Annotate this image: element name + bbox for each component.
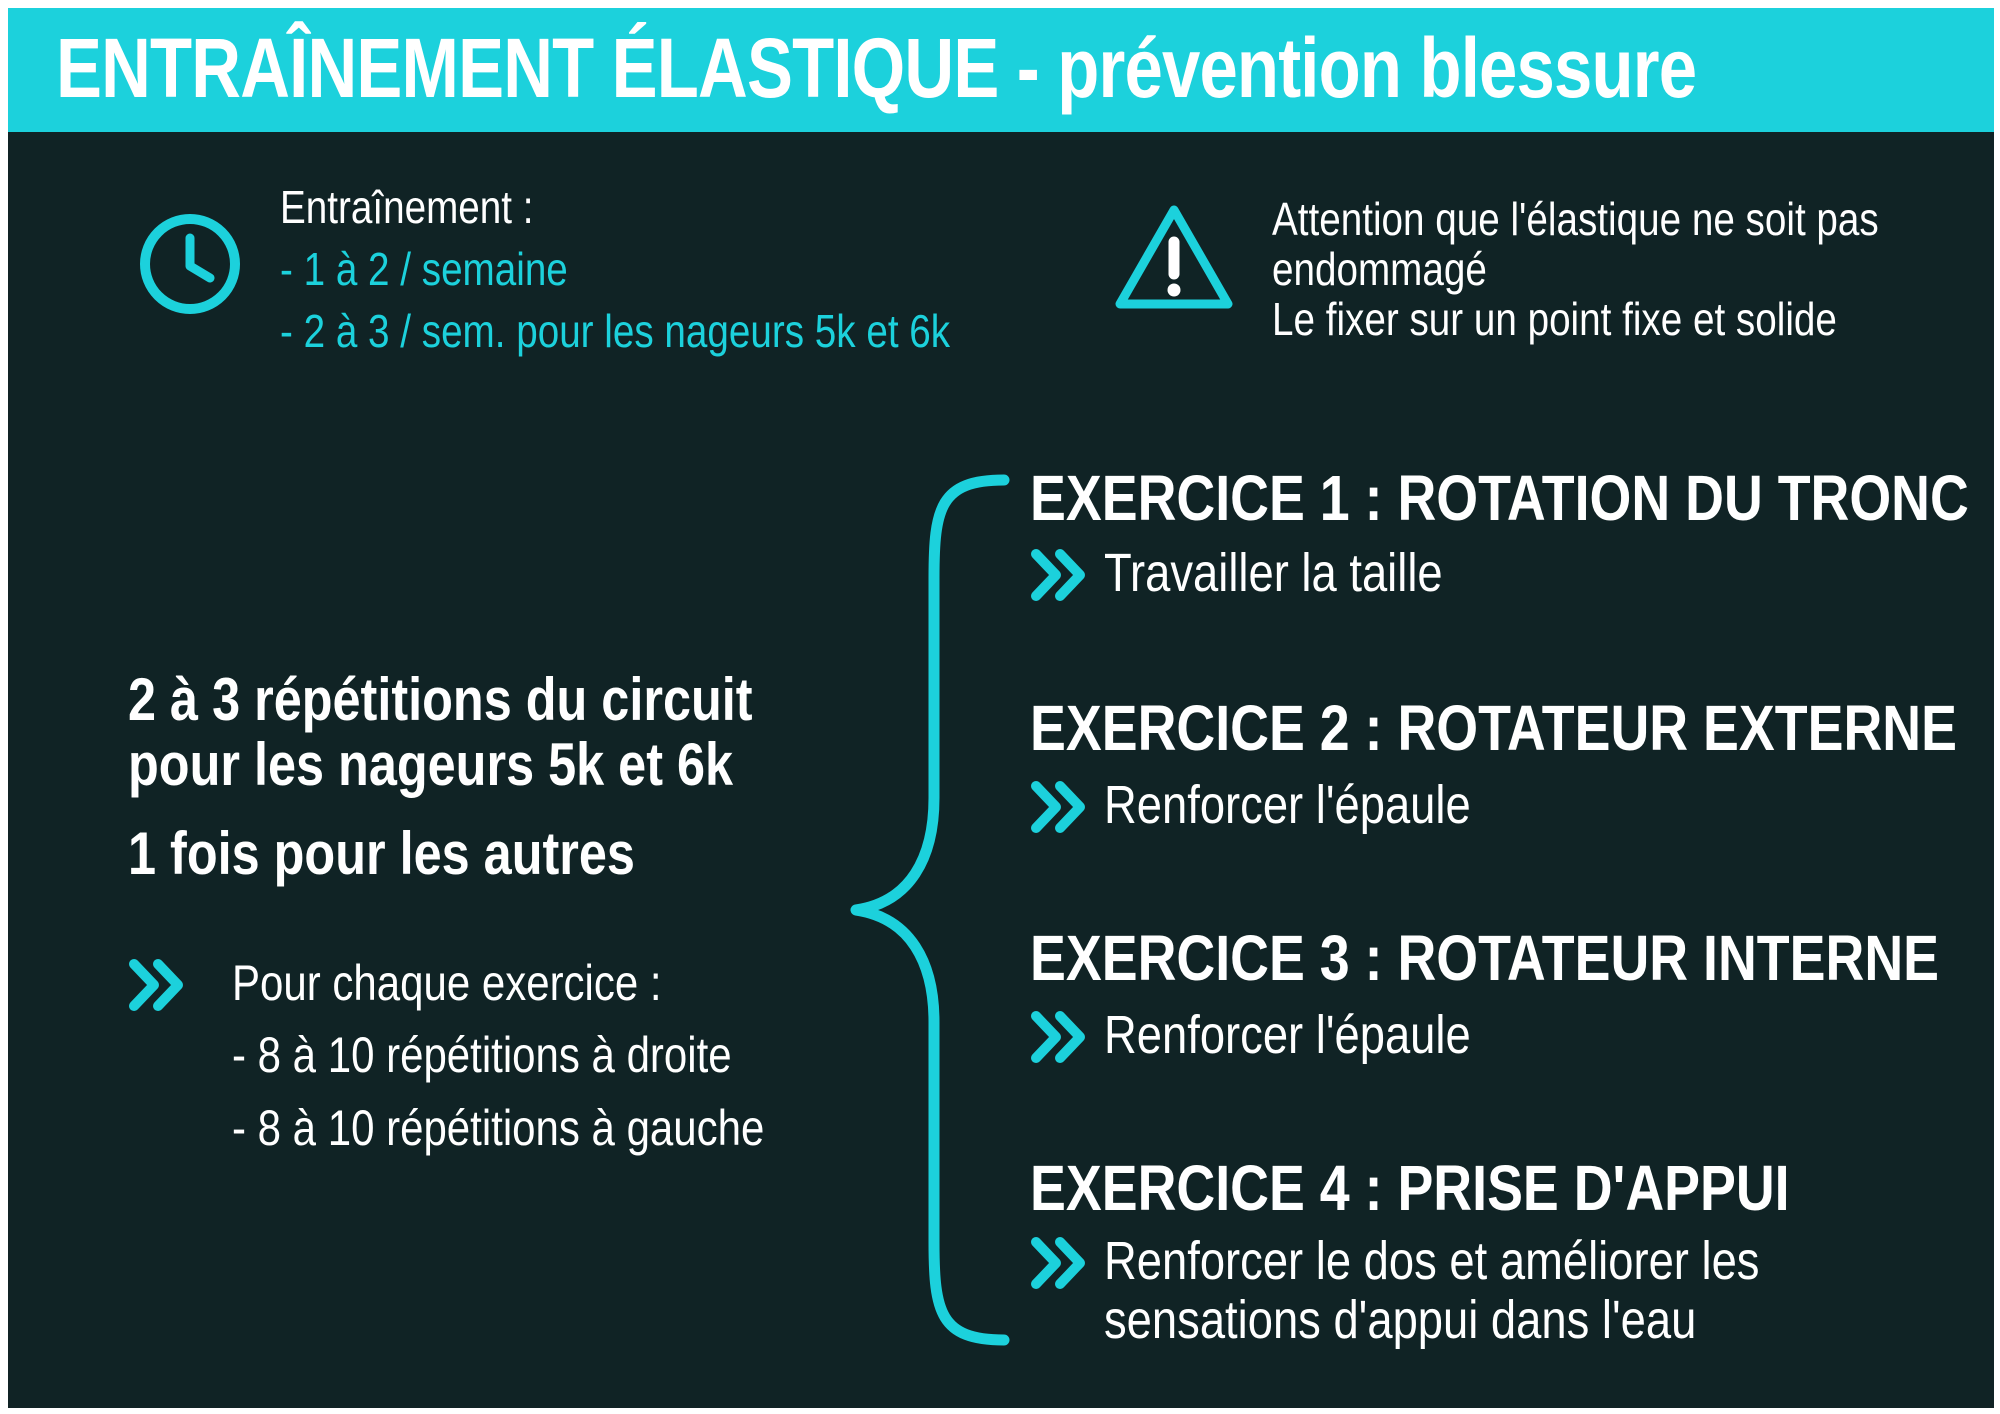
warning-icon (1112, 202, 1236, 312)
header-banner (8, 8, 1994, 132)
training-label: Entraînement : (280, 181, 534, 233)
page-title: ENTRAÎNEMENT ÉLASTIQUE - prévention blessure (56, 21, 1697, 115)
double-chevron-icon (1030, 780, 1090, 834)
training-frequency-2: - 2 à 3 / sem. pour les nageurs 5k et 6k (280, 305, 951, 357)
double-chevron-icon (1030, 548, 1090, 602)
double-chevron-icon (1030, 1236, 1090, 1290)
exercise-1-title: EXERCICE 1 : ROTATION DU TRONC (1030, 462, 1969, 534)
exercise-4-title: EXERCICE 4 : PRISE D'APPUI (1030, 1152, 1790, 1224)
curly-brace (840, 468, 1020, 1348)
exercise-4-desc-line-2: sensations d'appui dans l'eau (1104, 1290, 1697, 1350)
clock-icon (136, 210, 244, 318)
warning-line-3: Le fixer sur un point fixe et solide (1272, 293, 1837, 345)
warning-line-1: Attention que l'élastique ne soit pas (1272, 193, 1879, 245)
circuit-line-1: 2 à 3 répétitions du circuit (128, 666, 753, 733)
exercise-4-desc-line-1: Renforcer le dos et améliorer les (1104, 1231, 1760, 1291)
exercise-3-desc: Renforcer l'épaule (1104, 1005, 1471, 1065)
exercise-1-desc: Travailler la taille (1104, 543, 1443, 603)
per-exercise-label: Pour chaque exercice : (232, 955, 662, 1011)
exercise-2-desc: Renforcer l'épaule (1104, 775, 1471, 835)
circuit-line-3: 1 fois pour les autres (128, 820, 635, 887)
double-chevron-icon (128, 958, 188, 1012)
exercise-2-title: EXERCICE 2 : ROTATEUR EXTERNE (1030, 692, 1957, 764)
double-chevron-icon (1030, 1010, 1090, 1064)
training-frequency-1: - 1 à 2 / semaine (280, 243, 568, 295)
reps-left: - 8 à 10 répétitions à gauche (232, 1100, 765, 1156)
exercise-3-title: EXERCICE 3 : ROTATEUR INTERNE (1030, 922, 1940, 994)
warning-line-2: endommagé (1272, 243, 1487, 295)
reps-right: - 8 à 10 répétitions à droite (232, 1027, 732, 1083)
circuit-line-2: pour les nageurs 5k et 6k (128, 731, 734, 798)
